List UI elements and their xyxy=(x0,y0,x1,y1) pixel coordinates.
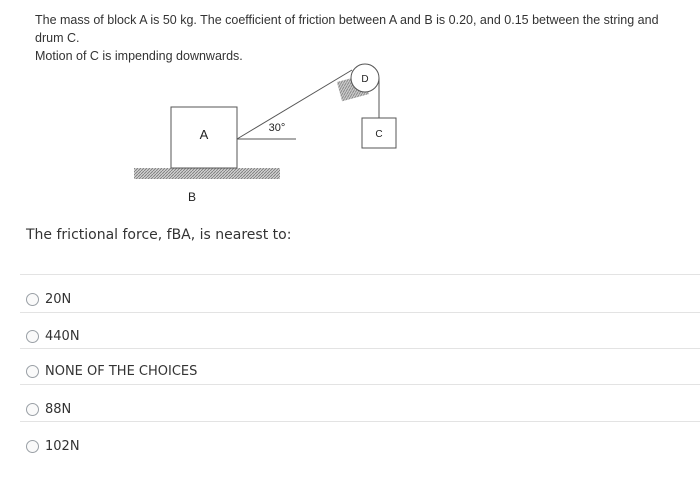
option-label: NONE OF THE CHOICES xyxy=(45,363,198,379)
surface-b xyxy=(134,168,280,179)
option-440n[interactable] xyxy=(26,327,80,345)
option-88n[interactable] xyxy=(26,400,71,418)
radio-button[interactable] xyxy=(26,403,39,416)
option-20n[interactable] xyxy=(26,290,71,308)
angle-label: 30° xyxy=(268,122,286,134)
radio-button[interactable] xyxy=(26,330,39,343)
question-text: The frictional force, fBA, is nearest to: xyxy=(26,227,292,243)
option-label: 102N xyxy=(45,438,80,454)
option-none-of-the-choices[interactable] xyxy=(26,362,197,380)
block-c-label: C xyxy=(375,129,383,140)
divider xyxy=(20,348,700,349)
problem-line-2: Motion of C is impending downwards. xyxy=(35,49,243,63)
option-label: 20N xyxy=(45,291,72,307)
divider xyxy=(20,312,700,313)
string xyxy=(237,70,352,139)
divider xyxy=(20,274,700,275)
option-label: 440N xyxy=(45,328,80,344)
radio-button[interactable] xyxy=(26,293,39,306)
radio-button[interactable] xyxy=(26,365,39,378)
option-label: 88N xyxy=(45,401,72,417)
surface-b-label: B xyxy=(187,190,197,204)
block-a-label: A xyxy=(199,127,209,142)
option-102n[interactable] xyxy=(26,437,80,455)
problem-line-1: The mass of block A is 50 kg. The coefficient of friction between A and B is 0.20, and 0.15 between the string and drum C. xyxy=(35,13,659,45)
drum-d-label: D xyxy=(361,74,369,85)
divider xyxy=(20,421,700,422)
divider xyxy=(20,384,700,385)
radio-button[interactable] xyxy=(26,440,39,453)
